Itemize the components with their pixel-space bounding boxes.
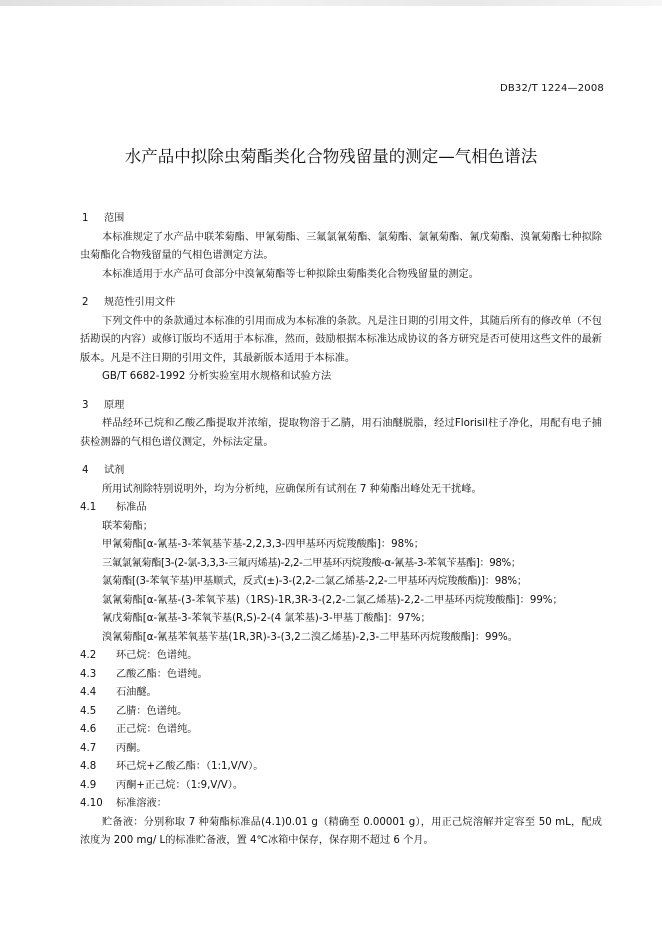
subsection-number: 4.6	[80, 724, 97, 735]
subsection	[80, 795, 602, 814]
section-2-reference: GB/T 6682-1992 分析实验室用水规格和试验方法	[102, 371, 332, 382]
section-title: 范围	[104, 213, 125, 224]
standard-item: 溴氰菊酯[α-氰基苯氧基苄基(1R,3R)-3-(3,2二溴乙烯基)-2,3-二甲基环丙烷羧酸酯]：99%。	[102, 631, 518, 643]
subsection-number: 4.10	[80, 798, 103, 809]
subsection-title: 标准品	[116, 502, 147, 513]
subsection-text: 石油醚。	[116, 687, 157, 698]
subsection-text: 环己烷：色谱纯。	[116, 650, 198, 661]
subsection-number: 4.7	[80, 742, 97, 754]
subsection-number: 4.3	[80, 668, 97, 680]
subsection	[80, 703, 602, 722]
document-title: 水产品中拟除虫菊酯类化合物残留量的测定—气相色谱法	[124, 147, 538, 166]
subsection-text: 正己烷：色谱纯。	[116, 724, 198, 735]
subsection-number: 4.4	[80, 687, 97, 698]
subsection-number: 4.9	[80, 779, 97, 791]
standard-item: 氯氰菊酯[α-氰基-(3-苯氧苄基)（1RS)-1R,3R-3-(2,2-二氯乙烯基)-2,2-二甲基环丙烷羧酸酯]：99%；	[102, 594, 563, 606]
section-number: 4	[82, 465, 89, 476]
subsection-4-1-heading	[80, 499, 602, 518]
section-2-heading	[80, 294, 602, 313]
subsection	[80, 647, 602, 666]
section-title: 规范性引用文件	[104, 297, 176, 308]
subsection	[80, 758, 602, 777]
subsection-text: 环己烷+乙酸乙酯：（1:1,V/V）。	[116, 761, 264, 772]
section-title: 原理	[104, 399, 125, 411]
subsection-text: 丙酮。	[116, 742, 147, 754]
standard-item: 氰戊菊酯[α-氰基-3-苯氧苄基(R,S)-2-(4 氯苯基)-3-甲基丁酸酯]：97%；	[102, 613, 431, 624]
section-number: 3	[82, 399, 89, 411]
section-2-para-1: 下列文件中的条款通过本标准的引用而成为本标准的条款。凡是注日期的引用文件，其随后所有的修改单（不包括勘误的内容）或修订版均不适用于本标准，然而，鼓励根据本标准达成协议的各方研究是否可使用这些文件的最新版本。凡是不注日期的引用文件，其最新版本适用于本标准。	[80, 315, 602, 364]
section-number: 2	[82, 297, 89, 308]
standard-item: 三氟氯氰菊酯[3-(2-氯-3,3,3-三氟丙烯基)-2,2-二甲基环丙烷羧酸-α-氰基-3-苯氧苄基酯]：98%；	[102, 557, 521, 569]
subsection-text: 标准溶液：	[116, 798, 167, 809]
section-number: 1	[82, 213, 89, 224]
subsection	[80, 740, 602, 759]
document-body	[80, 210, 602, 851]
subsection-number: 4.2	[80, 650, 97, 661]
subsection-text: 丙酮+正己烷：（1:9,V/V）。	[116, 779, 244, 791]
subsection	[80, 777, 602, 796]
subsection-text: 乙酸乙酯：色谱纯。	[116, 668, 208, 680]
standard-item: 甲氰菊酯[α-氰基-3-苯氧基苄基-2,2,3,3-四甲基环丙烷羧酸酯]：98%；	[102, 539, 424, 550]
section-title: 试剂	[104, 465, 125, 476]
standard-item: 氯菊酯[(3-苯氧苄基)甲基顺式，反式(±)-3-(2,2-二氯乙烯基-2,2-二甲基环丙烷羧酸酯)]：98%；	[102, 576, 527, 587]
section-1-para-2: 本标准适用于水产品可食部分中溴氰菊酯等七种拟除虫菊酯类化合物残留量的测定。	[102, 268, 479, 280]
section-4-heading	[80, 462, 602, 481]
section-1-heading	[80, 210, 602, 229]
section-3-para-1: 样品经环己烷和乙酸乙酯提取并浓缩，提取物溶于乙腈，用石油醚脱脂，经过Florisil柱子净化，用配有电子捕获检测器的气相色谱仪测定，外标法定量。	[80, 418, 602, 448]
stock-solution-para: 贮备液：分别称取 7 种菊酯标准品(4.1)0.01 g（精确至 0.00001 g），用正己烷溶解并定容至 50 mL，配成浓度为 200 mg/ L的标准贮备液，置 4℃冰箱中保存，保存期不超过 6 个月。	[80, 816, 602, 846]
standard-item: 联苯菊酯；	[102, 520, 153, 532]
subsection-number: 4.8	[80, 761, 97, 772]
section-1-para-1: 本标准规定了水产品中联苯菊酯、甲氰菊酯、三氟氯氰菊酯、氯菊酯、氯氰菊酯、氰戊菊酯、溴氰菊酯七种拟除虫菊酯化合物残留量的气相色谱测定方法。	[80, 231, 602, 261]
subsection	[80, 721, 602, 740]
section-4-para-1: 所用试剂除特别说明外，均为分析纯，应确保所有试剂在 7 种菊酯出峰处无干扰峰。	[102, 483, 482, 495]
subsection	[80, 684, 602, 703]
subsection-number: 4.5	[80, 705, 97, 717]
scan-edge	[0, 0, 662, 6]
subsection-text: 乙腈：色谱纯。	[116, 705, 188, 717]
subsection-number: 4.1	[80, 502, 97, 513]
section-3-heading	[80, 397, 602, 416]
subsection	[80, 666, 602, 685]
standard-code: DB32/T 1224—2008	[499, 83, 604, 94]
